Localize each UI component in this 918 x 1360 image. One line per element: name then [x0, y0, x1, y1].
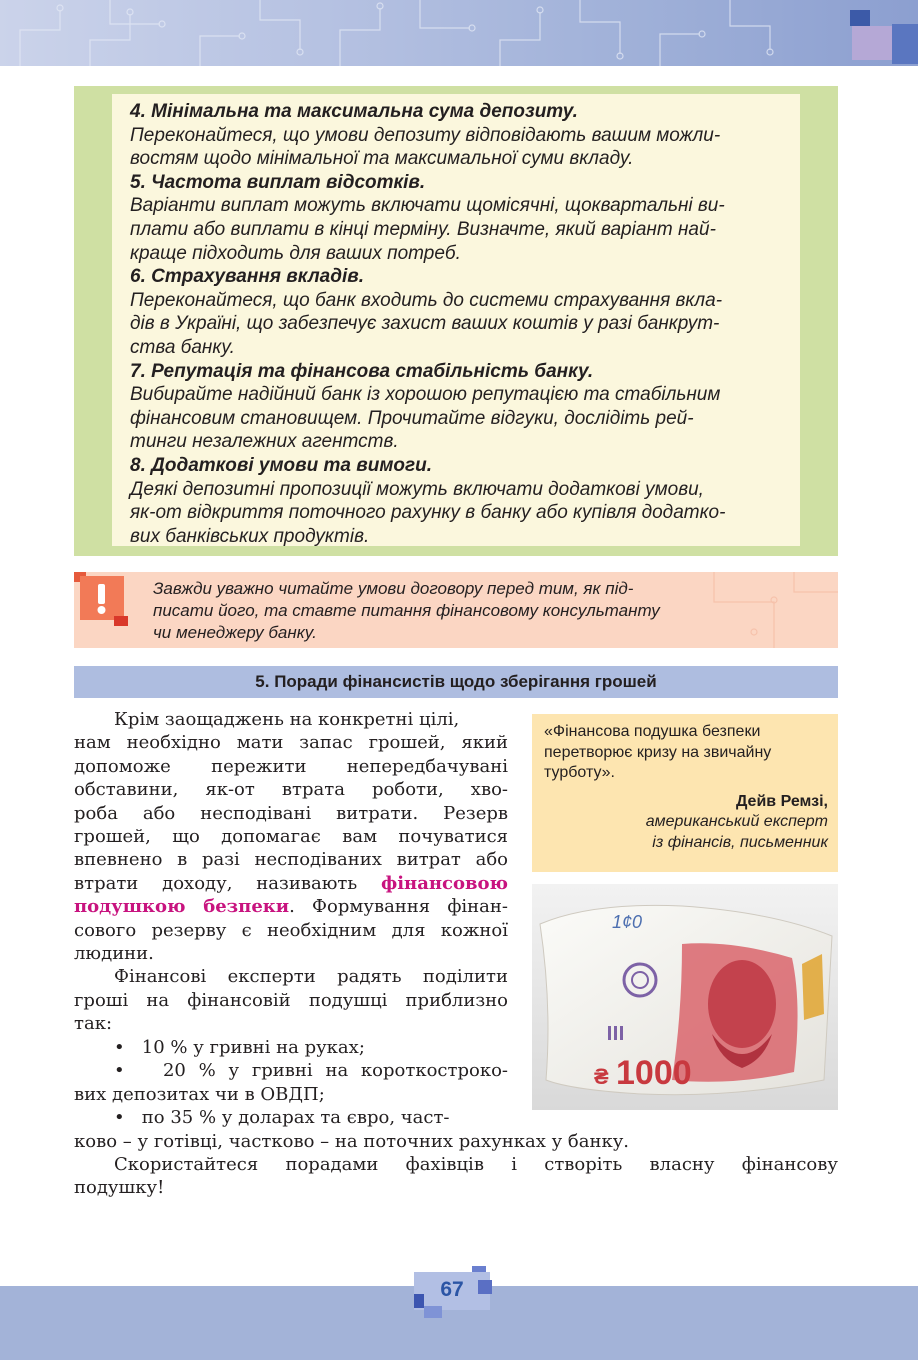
- exclamation-icon: [74, 572, 128, 626]
- bullet-text: по 35 % у доларах та євро, част-: [141, 1106, 450, 1128]
- tip-6: [130, 265, 800, 359]
- tip-title: 6. Страхування вкладів.: [130, 266, 365, 288]
- warning-line: чи менеджеру банку.: [153, 623, 317, 642]
- tip-line: Переконайтеся, що умови депозиту відповідають вашим можли-: [130, 124, 721, 146]
- list-item: [74, 1036, 508, 1059]
- bullet-mark: •: [114, 1060, 125, 1082]
- text-fragment: . Формування фінан-: [289, 896, 508, 918]
- section-header: 5. Поради фінансистів щодо зберігання грошей: [74, 666, 838, 698]
- tip-line: дів в Україні, що забезпечує захист ваших коштів у разі банкрут-: [130, 313, 720, 335]
- list-item: [74, 1106, 508, 1129]
- tip-line: Варіанти виплат можуть включати щомісячні, щоквартальні ви-: [130, 195, 725, 217]
- quote-line: перетворює кризу на звичайну: [544, 743, 772, 761]
- text-line: гроші на фінансовій подушці приблизно: [74, 989, 508, 1011]
- tips-box: [74, 86, 838, 556]
- bullet-mark: •: [114, 1036, 125, 1058]
- banknote-pillow-image: [532, 884, 838, 1110]
- tip-line: тинги незалежних агентств.: [130, 431, 399, 453]
- text-line: так:: [74, 1013, 113, 1035]
- tip-7: [130, 360, 800, 454]
- paragraph-1: [74, 708, 508, 965]
- bullet-continuation: вих депозитах чи в ОВДП;: [74, 1083, 325, 1105]
- quote-author: Дейв Ремзі,: [735, 792, 828, 810]
- corner-square-dark: [850, 10, 870, 26]
- closing-line: Скористайтеся порадами фахівців і створіть власну фінансову: [114, 1154, 838, 1175]
- quote-line: турботу».: [544, 764, 615, 781]
- tips-inner: [112, 94, 800, 546]
- highlight-term: фінансовою: [380, 872, 508, 894]
- tip-line: востям щодо мінімальної та максимальної суми вкладу.: [130, 148, 634, 170]
- tip-line: Деякі депозитні пропозиції можуть включати додаткові умови,: [130, 478, 704, 500]
- highlight-term: подушкою безпеки: [74, 896, 290, 918]
- tip-line: Переконайтеся, що банк входить до системи страхування вкла-: [130, 289, 723, 311]
- tip-line: плати або виплати в кінці терміну. Визначте, який варіант най-: [130, 218, 716, 240]
- corner-square-pink: [852, 26, 892, 60]
- closing-line: подушку!: [74, 1177, 165, 1198]
- warning-line: Завжди уважно читайте умови договору перед тим, як під-: [153, 579, 634, 598]
- quote-line: «Фінансова подушка безпеки: [544, 723, 761, 740]
- warning-text: [153, 578, 739, 644]
- text-fragment: втрати доходу, називають: [74, 872, 381, 894]
- text-line: допоможе пережити непередбачувані: [74, 755, 508, 777]
- tip-title: 8. Додаткові умови та вимоги.: [130, 454, 433, 476]
- bullet-text: 20 % у гривні на короткостроко-: [162, 1060, 508, 1082]
- text-line: Крім заощаджень на конкретні цілі,: [114, 709, 460, 730]
- banknote-pillow-photo: [532, 884, 838, 1110]
- paragraph-2: [74, 965, 508, 1035]
- tip-line: фінансовим становищем. Прочитайте відгуки, дослідіть рей-: [130, 407, 694, 429]
- tip-title: 4. Мінімальна та максимальна сума депозиту.: [130, 101, 578, 122]
- top-banner: [0, 0, 918, 66]
- quote-role-line: із фінансів, письменник: [652, 833, 828, 851]
- bullet-mark: •: [114, 1106, 125, 1128]
- bullet-text: 10 % у гривні на руках;: [141, 1036, 365, 1058]
- text-line: грошей, що допомагає вам почуватися: [74, 826, 508, 848]
- text-line: нам необхідно мати запас грошей, який: [74, 732, 508, 754]
- text-line: [74, 872, 508, 895]
- page-number: 67: [440, 1278, 464, 1301]
- tip-line: ства банку.: [130, 336, 235, 358]
- svg-text:1¢0: 1¢0: [612, 912, 643, 932]
- svg-text:₴: ₴: [594, 1064, 609, 1089]
- bullet-list: [74, 1036, 508, 1130]
- text-line: роба або несподівані витрати. Резерв: [74, 802, 508, 824]
- tip-line: Вибирайте надійний банк із хорошою репутацією та стабільним: [130, 384, 721, 406]
- tip-line: краще підходить для ваших потреб.: [130, 242, 461, 264]
- corner-square-blue: [892, 24, 918, 64]
- text-line: сового резерву є необхідним для кожної: [74, 919, 508, 941]
- tip-4: [130, 100, 800, 171]
- tip-line: як-от відкриття поточного рахунку в банку або купівля додатко-: [130, 502, 726, 524]
- text-line: [74, 895, 508, 918]
- main-text-column: [74, 708, 508, 1129]
- quote-role-line: американський експерт: [645, 813, 828, 830]
- list-item: [74, 1059, 508, 1082]
- tip-8: [130, 454, 800, 548]
- text-line: обставини, як-от втрата роботи, хво-: [74, 779, 508, 801]
- banknote-value: 1000: [616, 1054, 692, 1092]
- text-line: впевнено в разі несподіваних витрат або: [74, 849, 508, 871]
- circuit-pattern: [0, 0, 918, 66]
- quote-box: [532, 714, 838, 872]
- tip-line: вих банківських продуктів.: [130, 525, 370, 547]
- tip-5: [130, 171, 800, 265]
- warning-line: писати його, та ставте питання фінансовому консультанту: [153, 601, 660, 620]
- tip-title: 7. Репутація та фінансова стабільність банку.: [130, 360, 594, 382]
- tip-title: 5. Частота виплат відсотків.: [130, 171, 426, 193]
- bullet-continuation-wide: ково – у готівці, частково – на поточних рахунках у банку.: [74, 1131, 630, 1152]
- text-line: людини.: [74, 943, 154, 965]
- text-line: Фінансові експерти радять поділити: [114, 966, 508, 988]
